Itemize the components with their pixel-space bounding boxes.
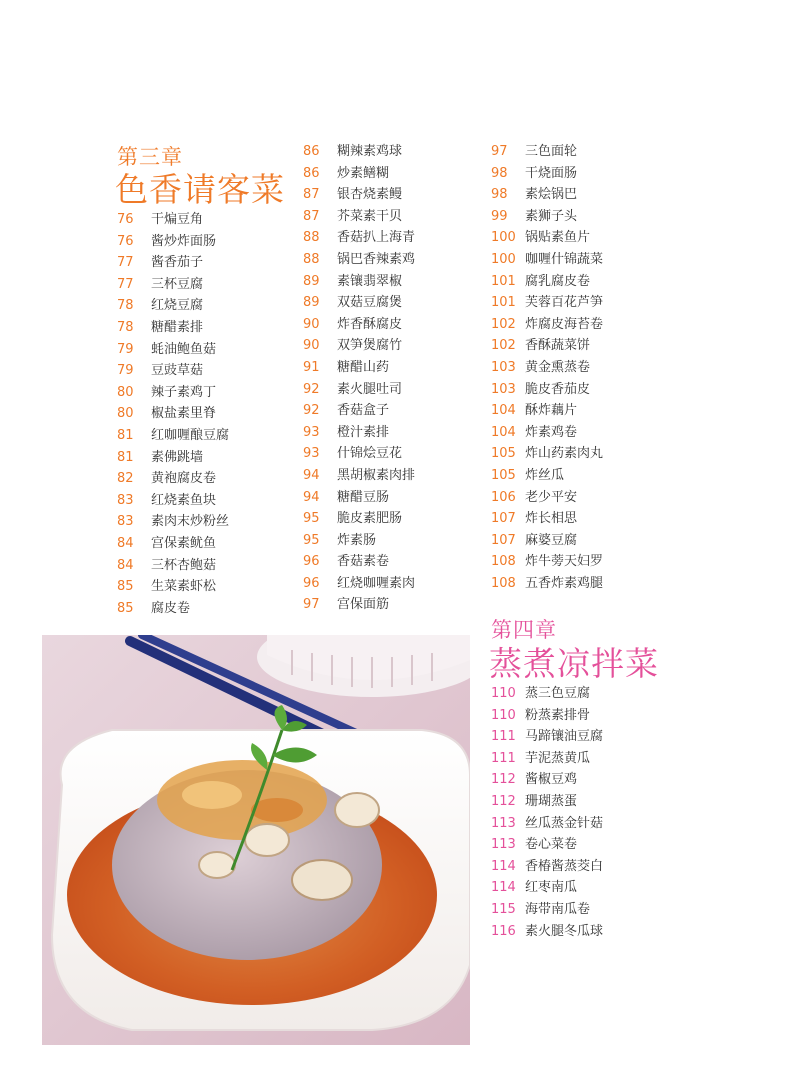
toc-recipe-name: 蒸三色豆腐 bbox=[525, 686, 591, 701]
toc-entry bbox=[303, 227, 488, 249]
toc-entry bbox=[491, 683, 691, 705]
toc-recipe-name: 炸长相思 bbox=[525, 511, 578, 527]
toc-page-number: 77 bbox=[117, 276, 134, 292]
toc-page-number: 78 bbox=[117, 298, 134, 314]
toc-entry bbox=[491, 271, 691, 293]
toc-entry bbox=[117, 295, 297, 317]
toc-entry bbox=[117, 274, 297, 296]
toc-column-3 bbox=[491, 141, 691, 594]
toc-recipe-name: 香菇素卷 bbox=[337, 554, 390, 570]
toc-page-number: 88 bbox=[303, 230, 320, 246]
toc-recipe-name: 丝瓜蒸金针菇 bbox=[525, 815, 604, 831]
toc-page-number: 81 bbox=[117, 427, 134, 443]
dish-photo-illustration bbox=[42, 635, 470, 1045]
toc-entry bbox=[491, 400, 691, 422]
toc-recipe-name: 三杯杏鲍菇 bbox=[151, 557, 217, 573]
toc-entry bbox=[117, 555, 297, 577]
toc-page-number: 97 bbox=[491, 144, 508, 159]
toc-recipe-name: 素肉末炒粉丝 bbox=[151, 514, 230, 530]
toc-entry bbox=[303, 314, 488, 336]
toc-page-number: 83 bbox=[117, 492, 134, 508]
toc-page-number: 104 bbox=[491, 424, 516, 440]
toc-entry bbox=[117, 382, 297, 404]
toc-page-number: 76 bbox=[117, 233, 134, 249]
toc-page-number: 111 bbox=[491, 750, 516, 766]
toc-recipe-name: 芙蓉百花芦笋 bbox=[525, 295, 604, 311]
toc-recipe-name: 芥菜素干贝 bbox=[337, 208, 403, 224]
toc-page-number: 116 bbox=[491, 923, 516, 939]
toc-entry bbox=[303, 594, 488, 616]
toc-page-number: 101 bbox=[491, 273, 516, 289]
toc-recipe-name: 红烧咖喱素肉 bbox=[337, 575, 416, 591]
toc-recipe-name: 脆皮香茄皮 bbox=[525, 381, 591, 397]
toc-entry bbox=[491, 314, 691, 336]
toc-page-number: 91 bbox=[303, 359, 320, 375]
toc-recipe-name: 三色面轮 bbox=[525, 144, 578, 159]
toc-entry bbox=[491, 921, 691, 943]
toc-recipe-name: 黄金熏蒸卷 bbox=[525, 359, 591, 375]
toc-recipe-name: 豆豉草菇 bbox=[151, 363, 204, 379]
toc-entry bbox=[491, 487, 691, 509]
toc-page-number: 93 bbox=[303, 446, 320, 462]
toc-entry bbox=[117, 598, 297, 620]
toc-entry bbox=[491, 249, 691, 271]
toc-entry bbox=[491, 834, 691, 856]
toc-page-number: 111 bbox=[491, 729, 516, 745]
toc-entry bbox=[491, 791, 691, 813]
toc-recipe-name: 炸牛蒡天妇罗 bbox=[525, 554, 604, 570]
toc-page-number: 90 bbox=[303, 338, 320, 354]
toc-entry bbox=[117, 360, 297, 382]
toc-recipe-name: 炸山药素肉丸 bbox=[525, 446, 604, 462]
toc-page-number: 85 bbox=[117, 579, 134, 595]
chapter-4-number: 第四章 bbox=[491, 618, 557, 642]
toc-recipe-name: 老少平安 bbox=[525, 489, 578, 505]
toc-recipe-name: 宫保面筋 bbox=[337, 597, 390, 613]
toc-recipe-name: 糊辣素鸡球 bbox=[337, 144, 403, 159]
toc-entry bbox=[117, 533, 297, 555]
toc-recipe-name: 素佛跳墙 bbox=[151, 449, 204, 465]
toc-entry bbox=[303, 400, 488, 422]
toc-entry bbox=[491, 335, 691, 357]
toc-recipe-name: 珊瑚蒸蛋 bbox=[525, 793, 578, 809]
toc-entry bbox=[117, 231, 297, 253]
toc-page-number: 87 bbox=[303, 187, 320, 203]
toc-recipe-name: 酱椒豆鸡 bbox=[525, 772, 578, 788]
toc-page-number: 108 bbox=[491, 554, 516, 570]
toc-page-number: 84 bbox=[117, 557, 134, 573]
toc-recipe-name: 脆皮素肥肠 bbox=[337, 511, 403, 527]
toc-page-number: 112 bbox=[491, 793, 516, 809]
toc-page-number: 100 bbox=[491, 251, 516, 267]
toc-page-number: 110 bbox=[491, 686, 516, 701]
toc-entry bbox=[491, 443, 691, 465]
toc-entry bbox=[491, 163, 691, 185]
toc-entry bbox=[117, 511, 297, 533]
toc-entry bbox=[117, 403, 297, 425]
toc-entry bbox=[491, 748, 691, 770]
toc-recipe-name: 蚝油鲍鱼菇 bbox=[151, 341, 217, 357]
toc-page-number: 92 bbox=[303, 403, 320, 419]
toc-entry bbox=[491, 877, 691, 899]
toc-recipe-name: 五香炸素鸡腿 bbox=[525, 575, 604, 591]
toc-recipe-name: 芋泥蒸黄瓜 bbox=[525, 750, 591, 766]
toc-recipe-name: 炸香酥腐皮 bbox=[337, 316, 403, 332]
toc-page-number: 103 bbox=[491, 381, 516, 397]
toc-page-number: 102 bbox=[491, 338, 516, 354]
toc-page-number: 110 bbox=[491, 707, 516, 723]
toc-recipe-name: 素狮子头 bbox=[525, 208, 578, 224]
toc-page-number: 93 bbox=[303, 424, 320, 440]
toc-page-number: 113 bbox=[491, 837, 516, 853]
toc-page-number: 80 bbox=[117, 384, 134, 400]
toc-recipe-name: 黑胡椒素肉排 bbox=[337, 467, 416, 483]
toc-recipe-name: 麻婆豆腐 bbox=[525, 532, 578, 548]
toc-entry bbox=[491, 705, 691, 727]
toc-entry bbox=[303, 206, 488, 228]
toc-recipe-name: 红咖喱酿豆腐 bbox=[151, 427, 230, 443]
toc-page-number: 79 bbox=[117, 341, 134, 357]
toc-recipe-name: 炸腐皮海苔卷 bbox=[525, 316, 604, 332]
toc-entry bbox=[491, 508, 691, 530]
toc-entry bbox=[491, 899, 691, 921]
toc-recipe-name: 干煸豆角 bbox=[151, 212, 204, 227]
toc-entry bbox=[491, 573, 691, 595]
toc-page-number: 96 bbox=[303, 554, 320, 570]
toc-page-number: 107 bbox=[491, 532, 516, 548]
toc-recipe-name: 素火腿吐司 bbox=[337, 381, 403, 397]
toc-recipe-name: 香椿酱蒸茭白 bbox=[525, 858, 604, 874]
toc-entry bbox=[303, 443, 488, 465]
toc-entry bbox=[491, 726, 691, 748]
toc-page-number: 112 bbox=[491, 772, 516, 788]
toc-entry bbox=[303, 163, 488, 185]
toc-page-number: 87 bbox=[303, 208, 320, 224]
toc-entry bbox=[117, 425, 297, 447]
toc-recipe-name: 锅巴香辣素鸡 bbox=[337, 251, 416, 267]
toc-page-number: 95 bbox=[303, 532, 320, 548]
toc-page-number: 89 bbox=[303, 273, 320, 289]
toc-recipe-name: 炸丝瓜 bbox=[525, 467, 565, 483]
toc-entry bbox=[117, 576, 297, 598]
toc-page-number: 101 bbox=[491, 295, 516, 311]
toc-page-number: 80 bbox=[117, 406, 134, 422]
toc-entry bbox=[117, 339, 297, 361]
toc-recipe-name: 粉蒸素排骨 bbox=[525, 707, 591, 723]
toc-page-number: 85 bbox=[117, 600, 134, 616]
toc-page-number: 86 bbox=[303, 165, 320, 181]
toc-recipe-name: 酱香茄子 bbox=[151, 255, 204, 271]
toc-entry bbox=[303, 271, 488, 293]
toc-entry bbox=[491, 357, 691, 379]
toc-entry bbox=[491, 292, 691, 314]
toc-page-number: 78 bbox=[117, 319, 134, 335]
toc-column-4 bbox=[491, 683, 691, 942]
toc-recipe-name: 黄袍腐皮卷 bbox=[151, 471, 217, 487]
toc-page-number: 84 bbox=[117, 535, 134, 551]
toc-entry bbox=[303, 379, 488, 401]
toc-recipe-name: 糖醋素排 bbox=[151, 319, 204, 335]
toc-recipe-name: 红枣南瓜 bbox=[525, 880, 578, 896]
toc-page-number: 105 bbox=[491, 446, 516, 462]
toc-page-number: 103 bbox=[491, 359, 516, 375]
toc-page-number: 108 bbox=[491, 575, 516, 591]
chapter-4-title: 蒸煮凉拌菜 bbox=[489, 644, 659, 683]
toc-page-number: 76 bbox=[117, 212, 134, 227]
toc-page-number: 105 bbox=[491, 467, 516, 483]
toc-entry bbox=[117, 468, 297, 490]
toc-page-number: 94 bbox=[303, 467, 320, 483]
toc-entry bbox=[117, 252, 297, 274]
toc-entry bbox=[303, 335, 488, 357]
toc-entry bbox=[491, 769, 691, 791]
toc-entry bbox=[491, 465, 691, 487]
toc-entry bbox=[117, 490, 297, 512]
toc-recipe-name: 什锦烩豆花 bbox=[337, 446, 403, 462]
toc-page-number: 90 bbox=[303, 316, 320, 332]
toc-entry bbox=[303, 551, 488, 573]
toc-page-number: 94 bbox=[303, 489, 320, 505]
toc-entry bbox=[491, 379, 691, 401]
chapter-3-title: 色香请客菜 bbox=[115, 170, 285, 209]
toc-page-number: 104 bbox=[491, 403, 516, 419]
toc-page-number: 115 bbox=[491, 901, 516, 917]
toc-entry bbox=[303, 357, 488, 379]
toc-recipe-name: 三杯豆腐 bbox=[151, 276, 204, 292]
toc-entry bbox=[303, 184, 488, 206]
toc-page-number: 99 bbox=[491, 208, 508, 224]
toc-recipe-name: 炒素鳝糊 bbox=[337, 165, 390, 181]
toc-recipe-name: 橙汁素排 bbox=[337, 424, 390, 440]
toc-recipe-name: 干烧面肠 bbox=[525, 165, 578, 181]
toc-entry bbox=[491, 813, 691, 835]
toc-recipe-name: 辣子素鸡丁 bbox=[151, 384, 217, 400]
toc-recipe-name: 酥炸藕片 bbox=[525, 403, 578, 419]
toc-page-number: 96 bbox=[303, 575, 320, 591]
chapter-3-number: 第三章 bbox=[117, 145, 183, 169]
toc-recipe-name: 红烧素鱼块 bbox=[151, 492, 217, 508]
toc-entry bbox=[491, 551, 691, 573]
toc-page-number: 107 bbox=[491, 511, 516, 527]
toc-entry bbox=[491, 184, 691, 206]
toc-recipe-name: 香菇扒上海青 bbox=[337, 230, 416, 246]
toc-entry bbox=[303, 465, 488, 487]
toc-entry bbox=[491, 422, 691, 444]
toc-recipe-name: 腐皮卷 bbox=[151, 600, 191, 616]
toc-entry bbox=[303, 508, 488, 530]
toc-column-2 bbox=[303, 141, 488, 616]
toc-recipe-name: 银杏烧素鳗 bbox=[337, 187, 403, 203]
toc-page-number: 98 bbox=[491, 187, 508, 203]
toc-entry bbox=[303, 422, 488, 444]
toc-recipe-name: 素镶翡翠椒 bbox=[337, 273, 403, 289]
toc-recipe-name: 咖喱什锦蔬菜 bbox=[525, 251, 604, 267]
toc-entry bbox=[491, 530, 691, 552]
toc-recipe-name: 生菜素虾松 bbox=[151, 579, 217, 595]
toc-recipe-name: 素火腿冬瓜球 bbox=[525, 923, 604, 939]
toc-recipe-name: 宫保素鱿鱼 bbox=[151, 535, 217, 551]
toc-page-number: 92 bbox=[303, 381, 320, 397]
toc-entry bbox=[491, 227, 691, 249]
toc-page-number: 106 bbox=[491, 489, 516, 505]
toc-recipe-name: 酱炒炸面肠 bbox=[151, 233, 217, 249]
toc-recipe-name: 双菇豆腐煲 bbox=[337, 295, 403, 311]
toc-recipe-name: 马蹄镶油豆腐 bbox=[525, 729, 604, 745]
toc-page-number: 77 bbox=[117, 255, 134, 271]
toc-page-number: 79 bbox=[117, 363, 134, 379]
toc-recipe-name: 腐乳腐皮卷 bbox=[525, 273, 591, 289]
toc-recipe-name: 红烧豆腐 bbox=[151, 298, 204, 314]
toc-entry bbox=[303, 530, 488, 552]
toc-recipe-name: 椒盐素里脊 bbox=[151, 406, 217, 422]
toc-recipe-name: 炸素鸡卷 bbox=[525, 424, 578, 440]
toc-recipe-name: 炸素肠 bbox=[337, 532, 377, 548]
toc-entry bbox=[303, 487, 488, 509]
toc-page-number: 114 bbox=[491, 858, 516, 874]
toc-page-number: 81 bbox=[117, 449, 134, 465]
toc-entry bbox=[117, 447, 297, 469]
toc-recipe-name: 海带南瓜卷 bbox=[525, 901, 591, 917]
toc-recipe-name: 卷心菜卷 bbox=[525, 837, 578, 853]
toc-page-number: 102 bbox=[491, 316, 516, 332]
toc-entry bbox=[117, 209, 297, 231]
toc-entry bbox=[491, 856, 691, 878]
toc-page-number: 88 bbox=[303, 251, 320, 267]
dish-photo bbox=[42, 635, 470, 1045]
toc-entry bbox=[303, 141, 488, 163]
toc-entry bbox=[303, 573, 488, 595]
toc-page-number: 82 bbox=[117, 471, 134, 487]
toc-entry bbox=[303, 249, 488, 271]
toc-recipe-name: 糖醋山药 bbox=[337, 359, 390, 375]
toc-page-number: 86 bbox=[303, 144, 320, 159]
toc-entry bbox=[117, 317, 297, 339]
toc-page-number: 83 bbox=[117, 514, 134, 530]
toc-page-number: 95 bbox=[303, 511, 320, 527]
toc-page-number: 113 bbox=[491, 815, 516, 831]
toc-page-number: 98 bbox=[491, 165, 508, 181]
toc-recipe-name: 锅贴素鱼片 bbox=[525, 230, 591, 246]
toc-page-number: 114 bbox=[491, 880, 516, 896]
toc-entry bbox=[303, 292, 488, 314]
toc-page-number: 97 bbox=[303, 597, 320, 613]
toc-recipe-name: 香菇盒子 bbox=[337, 403, 390, 419]
toc-page-number: 100 bbox=[491, 230, 516, 246]
toc-recipe-name: 双笋煲腐竹 bbox=[337, 338, 403, 354]
toc-column-1 bbox=[117, 209, 297, 619]
toc-recipe-name: 素烩锅巴 bbox=[525, 187, 578, 203]
toc-recipe-name: 糖醋豆肠 bbox=[337, 489, 390, 505]
toc-page-number: 89 bbox=[303, 295, 320, 311]
toc-recipe-name: 香酥蔬菜饼 bbox=[525, 338, 591, 354]
toc-entry bbox=[491, 206, 691, 228]
toc-entry bbox=[491, 141, 691, 163]
